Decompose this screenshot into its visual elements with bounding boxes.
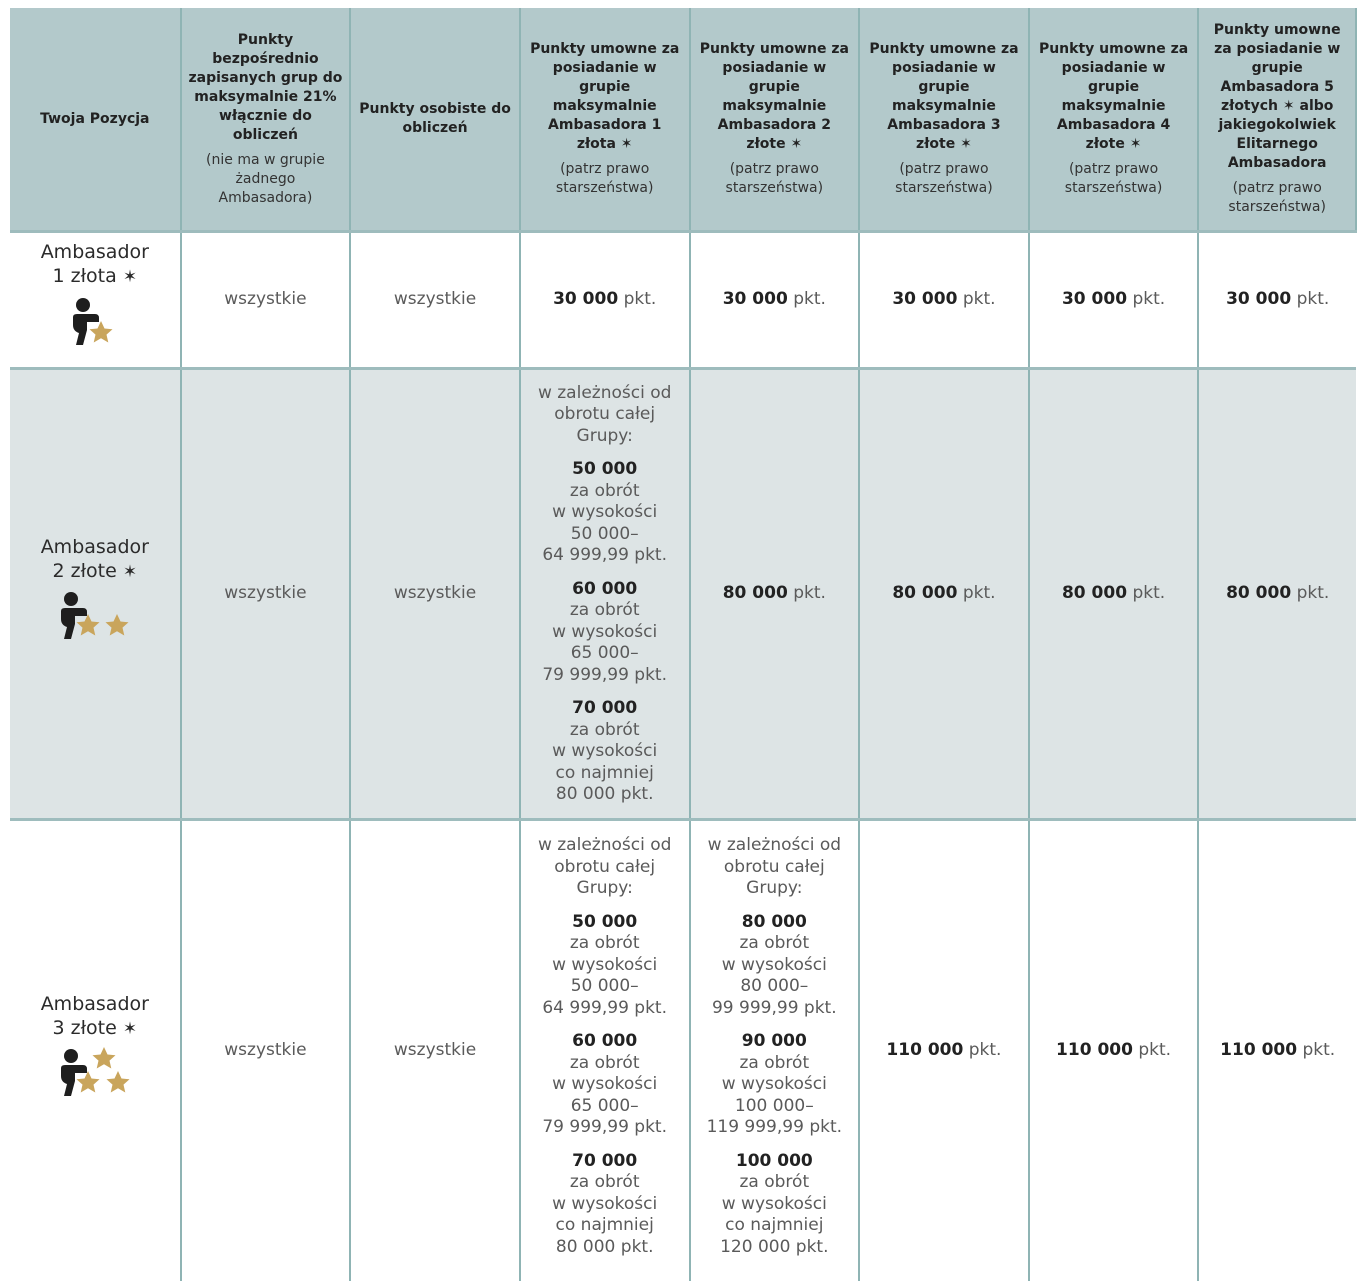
rank-level: 1 złota ✶ [16,264,174,289]
header-ambassador-4: Punkty umowne za posiadanie w grupie maksymalnie Ambasadora 4 złote ✶ (patrz prawo starszeństwa) [1029,8,1199,232]
personal-points-cell: wszystkie [350,369,520,820]
tier-item: 60 000 za obrót w wysokości 65 000– 79 999,99 pkt. [527,1031,683,1139]
table-row [10,820,1356,1281]
header-position: Twoja Pozycja [10,8,181,232]
ambassador-2-stars-icon [57,590,133,646]
header-row [10,8,1356,232]
tier-item: 90 000 za obrót w wysokości 100 000– 119 999,99 pkt. [697,1031,853,1139]
value-cell: 110 000 pkt. [859,820,1029,1281]
ambassador-3-stars-icon [57,1047,133,1103]
rank-name: Ambasador [16,992,174,1016]
value-cell: 80 000 pkt. [1198,369,1356,820]
value-cell: 30 000 pkt. [859,232,1029,369]
value-cell: 30 000 pkt. [690,232,860,369]
ambassador-1-star-icon [69,295,121,353]
value-cell: 80 000 pkt. [859,369,1029,820]
header-personal-points: Punkty osobiste do obliczeń [350,8,520,232]
header-ambassador-5: Punkty umowne za posiadanie w grupie Ambasadora 5 złotych ✶ albo jakiegokolwiek Elitarnego Ambasadora (patrz prawo starszeństwa) [1198,8,1356,232]
rank-level: 2 złote ✶ [16,559,174,584]
value-cell: 80 000 pkt. [1029,369,1199,820]
direct-groups-cell: wszystkie [181,820,351,1281]
tier-item: 60 000 za obrót w wysokości 65 000– 79 999,99 pkt. [527,579,683,687]
value-cell: 30 000 pkt. [1029,232,1199,369]
rank-cell [10,232,181,369]
tier-item: 70 000 za obrót w wysokości co najmniej 80 000 pkt. [527,1151,683,1259]
points-table [10,8,1357,1281]
rank-name: Ambasador [16,240,174,264]
table-row [10,232,1356,369]
tier-item: 70 000 za obrót w wysokości co najmniej 80 000 pkt. [527,698,683,806]
tier-item: 80 000 za obrót w wysokości 80 000– 99 999,99 pkt. [697,912,853,1020]
personal-points-cell: wszystkie [350,820,520,1281]
value-cell: 30 000 pkt. [1198,232,1356,369]
rank-name: Ambasador [16,535,174,559]
direct-groups-cell: wszystkie [181,232,351,369]
value-cell: 30 000 pkt. [520,232,690,369]
header-ambassador-3: Punkty umowne za posiadanie w grupie maksymalnie Ambasadora 3 złote ✶ (patrz prawo starszeństwa) [859,8,1029,232]
tier-item: 100 000 za obrót w wysokości co najmniej 120 000 pkt. [697,1151,853,1259]
tiered-value-cell: w zależności od obrotu całej Grupy: 50 000 za obrót w wysokości 50 000– 64 999,99 pkt. 60 000 za obrót w wysokości 65 000– 79 999,99 pkt. 70 000 za obrót w wysokości co najmniej 80 000 pkt. [520,369,690,820]
rank-level: 3 złote ✶ [16,1016,174,1041]
value-cell: 80 000 pkt. [690,369,860,820]
rank-cell [10,820,181,1281]
value-cell: 110 000 pkt. [1029,820,1199,1281]
header-ambassador-2: Punkty umowne za posiadanie w grupie maksymalnie Ambasadora 2 złote ✶ (patrz prawo starszeństwa) [690,8,860,232]
header-direct-groups: Punkty bezpośrednio zapisanych grup do maksymalnie 21% włącznie do obliczeń (nie ma w grupie żadnego Ambasadora) [181,8,351,232]
direct-groups-cell: wszystkie [181,369,351,820]
table-row [10,369,1356,820]
tier-item: 50 000 za obrót w wysokości 50 000– 64 999,99 pkt. [527,459,683,567]
tiered-value-cell: w zależności od obrotu całej Grupy: 80 000 za obrót w wysokości 80 000– 99 999,99 pkt. 90 000 za obrót w wysokości 100 000– 119 999,99 pkt. 100 000 za obrót w wysokości co najmniej 120 000 pkt. [690,820,860,1281]
header-ambassador-1: Punkty umowne za posiadanie w grupie maksymalnie Ambasadora 1 złota ✶ (patrz prawo starszeństwa) [520,8,690,232]
value-cell: 110 000 pkt. [1198,820,1356,1281]
personal-points-cell: wszystkie [350,232,520,369]
tiered-value-cell: w zależności od obrotu całej Grupy: 50 000 za obrót w wysokości 50 000– 64 999,99 pkt. 60 000 za obrót w wysokości 65 000– 79 999,99 pkt. 70 000 za obrót w wysokości co najmniej 80 000 pkt. [520,820,690,1281]
rank-cell [10,369,181,820]
tier-item: 50 000 za obrót w wysokości 50 000– 64 999,99 pkt. [527,912,683,1020]
